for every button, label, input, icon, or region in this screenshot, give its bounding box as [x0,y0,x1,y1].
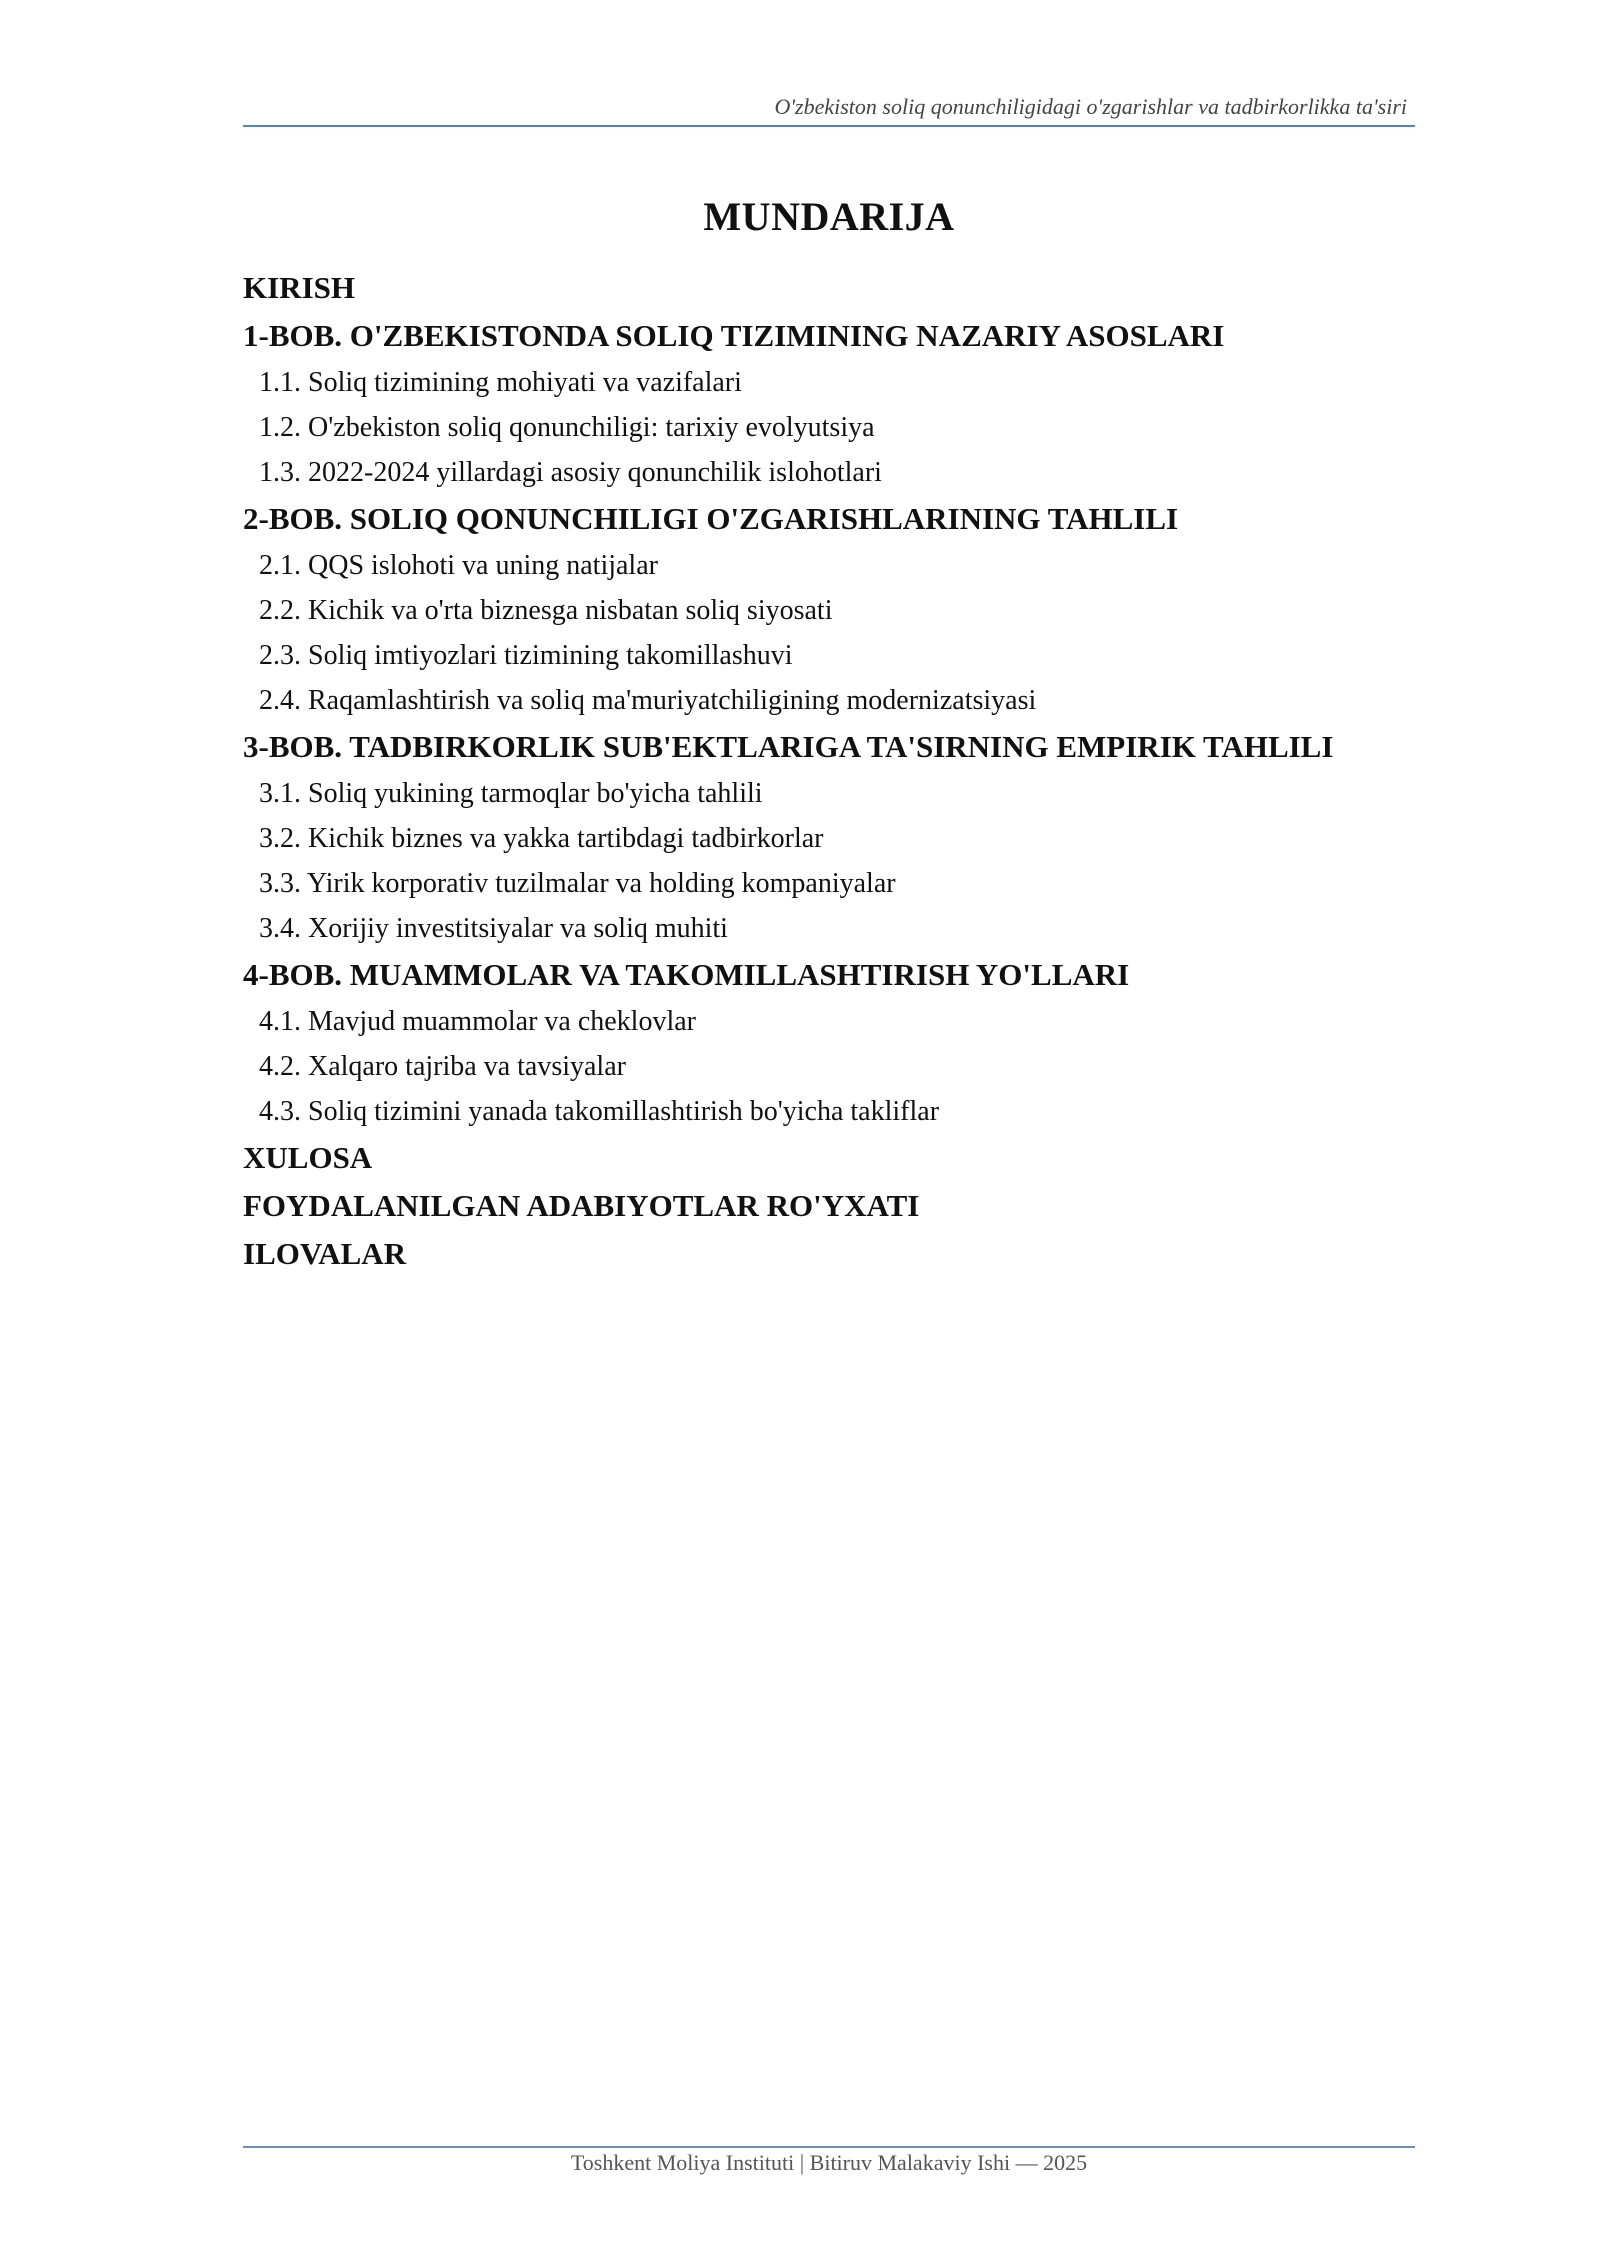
toc-entry-section-1-1[interactable]: 1.1. Soliq tizimining mohiyati va vazifalari [259,367,742,398]
toc-entry-references[interactable]: FOYDALANILGAN ADABIYOTLAR RO'YXATI [243,1188,920,1223]
toc-entry-chapter-2[interactable]: 2-BOB. SOLIQ QONUNCHILIGI O'ZGARISHLARINING TAHLILI [243,501,1179,536]
toc-entry-section-3-2[interactable]: 3.2. Kichik biznes va yakka tartibdagi tadbirkorlar [259,823,824,854]
toc-entry-section-2-1[interactable]: 2.1. QQS islohoti va uning natijalar [259,550,658,581]
footer-divider [243,2146,1415,2148]
toc-entry-chapter-1[interactable]: 1-BOB. O'ZBEKISTONDA SOLIQ TIZIMINING NAZARIY ASOSLARI [243,318,1225,353]
toc-entry-section-1-3[interactable]: 1.3. 2022-2024 yillardagi asosiy qonunchilik islohotlari [259,457,882,488]
toc-entry-section-3-1[interactable]: 3.1. Soliq yukining tarmoqlar bo'yicha tahlili [259,778,763,809]
toc-entry-section-4-3[interactable]: 4.3. Soliq tizimini yanada takomillashtirish bo'yicha takliflar [259,1096,940,1127]
toc-entry-section-3-4[interactable]: 3.4. Xorijiy investitsiyalar va soliq muhiti [259,913,728,944]
toc-entry-chapter-3[interactable]: 3-BOB. TADBIRKORLIK SUB'EKTLARIGA TA'SIRNING EMPIRIK TAHLILI [243,729,1334,764]
toc-entry-section-3-3[interactable]: 3.3. Yirik korporativ tuzilmalar va holding kompaniyalar [259,868,896,899]
toc-entry-section-4-1[interactable]: 4.1. Mavjud muammolar va cheklovlar [259,1006,696,1037]
running-header: O'zbekiston soliq qonunchiligidagi o'zgarishlar va tadbirkorlikka ta'siri [774,94,1407,119]
toc-entry-chapter-4[interactable]: 4-BOB. MUAMMOLAR VA TAKOMILLASHTIRISH YO'LLARI [243,957,1130,992]
toc-entry-section-1-2[interactable]: 1.2. O'zbekiston soliq qonunchiligi: tarixiy evolyutsiya [259,412,875,443]
toc-entry-section-2-4[interactable]: 2.4. Raqamlashtirish va soliq ma'muriyatchiligining modernizatsiyasi [259,685,1037,716]
table-of-contents [243,264,1415,1278]
toc-title: MUNDARIJA [703,194,955,239]
toc-entry-introduction[interactable]: KIRISH [243,270,355,305]
toc-entry-section-2-3[interactable]: 2.3. Soliq imtiyozlari tizimining takomillashuvi [259,640,793,671]
toc-entry-section-2-2[interactable]: 2.2. Kichik va o'rta biznesga nisbatan soliq siyosati [259,595,833,626]
toc-entry-conclusion[interactable]: XULOSA [243,1140,373,1175]
page-footer: Toshkent Moliya Instituti | Bitiruv Malakaviy Ishi — 2025 [570,2150,1088,2175]
toc-entry-section-4-2[interactable]: 4.2. Xalqaro tajriba va tavsiyalar [259,1051,626,1082]
header-divider [243,125,1415,127]
toc-entry-appendices[interactable]: ILOVALAR [243,1236,407,1271]
